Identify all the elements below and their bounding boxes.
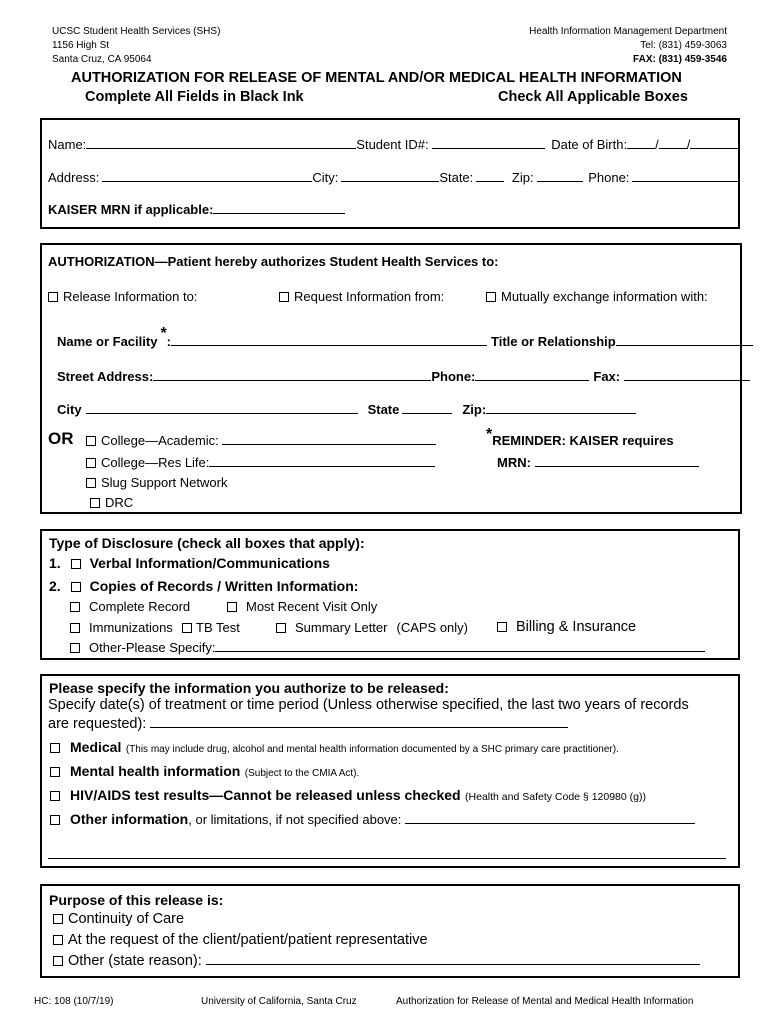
hiv-checkbox[interactable] xyxy=(50,791,60,801)
hiv-option[interactable] xyxy=(50,787,646,805)
continuity-option[interactable] xyxy=(53,911,184,927)
name-facility-label: Name or Facility xyxy=(57,334,158,349)
facility-phone-field[interactable] xyxy=(475,379,589,381)
disclosure-verbal-row[interactable] xyxy=(49,555,330,571)
footer-doc-title: Authorization for Release of Mental and Medical Health Information xyxy=(396,996,694,1007)
other-info-rest: , or limitations, if not specified above: xyxy=(188,812,402,827)
reminder-asterisk: * xyxy=(486,426,493,443)
purpose-heading: Purpose of this release is: xyxy=(49,892,224,908)
dob-separator: / xyxy=(686,137,691,152)
footer-university: University of California, Santa Cruz xyxy=(201,996,357,1007)
kaiser-reminder xyxy=(486,426,674,450)
mutual-checkbox[interactable] xyxy=(486,292,496,302)
colon: : xyxy=(166,334,172,349)
facility-zip-label: Zip: xyxy=(462,402,487,417)
kaiser-mrn-label: KAISER MRN if applicable: xyxy=(48,202,214,217)
continuity-checkbox[interactable] xyxy=(53,914,63,924)
other-specify-option[interactable] xyxy=(70,640,705,655)
subtitle-ink: Complete All Fields in Black Ink xyxy=(85,89,304,105)
dob-day-field[interactable] xyxy=(659,147,687,149)
continuity-label: Continuity of Care xyxy=(68,911,185,927)
college-res-label: College—Res Life: xyxy=(101,455,210,470)
option-college-academic[interactable] xyxy=(86,433,436,448)
recent-visit-label: Most Recent Visit Only xyxy=(246,599,378,614)
tb-test-label: TB Test xyxy=(196,620,240,635)
title-relationship-field[interactable] xyxy=(616,344,753,346)
dob-label: Date of Birth: xyxy=(551,137,628,152)
asterisk-mark: * xyxy=(160,325,167,342)
facility-state-label: State xyxy=(367,402,400,417)
medical-option[interactable] xyxy=(50,739,619,757)
phone-field[interactable] xyxy=(632,180,738,182)
authorization-heading-label: AUTHORIZATION xyxy=(48,254,155,269)
billing-label: Billing & Insurance xyxy=(516,619,637,635)
state-label: State: xyxy=(439,170,474,185)
drc-checkbox[interactable] xyxy=(90,498,100,508)
reminder-mrn-label: MRN: xyxy=(497,455,531,470)
copies-label: Copies of Records / Written Information: xyxy=(89,578,359,594)
hiv-note: (Health and Safety Code § 120980 (g)) xyxy=(465,791,646,803)
specify-heading: Please specify the information you authorize to be released: xyxy=(49,680,449,696)
street-field[interactable] xyxy=(153,379,431,381)
option-drc[interactable] xyxy=(90,495,133,510)
request-checkbox[interactable] xyxy=(279,292,289,302)
facility-city-field[interactable] xyxy=(86,412,358,414)
other-specify-checkbox[interactable] xyxy=(70,643,80,653)
reminder-text: REMINDER: KAISER requires xyxy=(492,433,674,448)
or-label: OR xyxy=(48,429,74,448)
other-info-label: Other information xyxy=(70,811,189,827)
option-request[interactable] xyxy=(279,289,444,304)
college-academic-field[interactable] xyxy=(222,443,436,445)
address-label: Address: xyxy=(48,170,100,185)
authorization-heading-rest: —Patient hereby authorizes Student Health Services to: xyxy=(154,254,499,269)
facility-fax-field[interactable] xyxy=(624,379,750,381)
college-academic-checkbox[interactable] xyxy=(86,436,96,446)
facility-city-label: City xyxy=(57,402,82,417)
release-checkbox[interactable] xyxy=(48,292,58,302)
hiv-label: HIV/AIDS test results—Cannot be released unless checked xyxy=(70,787,461,803)
client-request-option[interactable] xyxy=(53,932,428,948)
billing-option[interactable] xyxy=(497,619,636,635)
other-specify-label: Other-Please Specify: xyxy=(89,640,216,655)
reminder-mrn-row xyxy=(497,455,699,470)
option-release[interactable] xyxy=(48,289,197,304)
complete-record-option[interactable] xyxy=(70,599,190,614)
verbal-checkbox[interactable] xyxy=(71,559,81,569)
state-field[interactable] xyxy=(476,180,504,182)
header-city: Santa Cruz, CA 95064 xyxy=(52,54,152,65)
dob-year-field[interactable] xyxy=(690,147,740,149)
tb-test-checkbox[interactable] xyxy=(182,623,192,633)
street-label: Street Address: xyxy=(57,369,154,384)
zip-label: Zip: xyxy=(511,170,534,185)
drc-label: DRC xyxy=(105,495,134,510)
address-field[interactable] xyxy=(102,180,312,182)
footer-form-id: HC: 108 (10/7/19) xyxy=(34,996,114,1007)
recent-visit-checkbox[interactable] xyxy=(227,602,237,612)
slug-support-checkbox[interactable] xyxy=(86,478,96,488)
complete-record-label: Complete Record xyxy=(89,599,191,614)
other-info-option[interactable] xyxy=(50,811,695,829)
name-facility-field[interactable] xyxy=(171,344,487,346)
recent-visit-option[interactable] xyxy=(227,599,377,614)
name-label: Name: xyxy=(48,137,87,152)
title-relationship-label: Title or Relationship xyxy=(491,334,616,349)
mental-label: Mental health information xyxy=(70,763,241,779)
verbal-label: Verbal Information/Communications xyxy=(89,555,330,571)
other-info-checkbox[interactable] xyxy=(50,815,60,825)
medical-checkbox[interactable] xyxy=(50,743,60,753)
student-id-label: Student ID#: xyxy=(356,137,429,152)
option-college-res[interactable] xyxy=(86,455,435,470)
facility-phone-label: Phone: xyxy=(431,369,476,384)
student-id-field[interactable] xyxy=(432,147,545,149)
city-label: City: xyxy=(312,170,339,185)
summary-letter-option[interactable] xyxy=(276,620,468,635)
request-label: Request Information from: xyxy=(294,289,445,304)
client-request-checkbox[interactable] xyxy=(53,935,63,945)
num-2: 2. xyxy=(49,578,61,594)
slug-support-label: Slug Support Network xyxy=(101,475,228,490)
immunizations-checkbox[interactable] xyxy=(70,623,80,633)
facility-zip-field[interactable] xyxy=(486,412,636,414)
option-mutual[interactable] xyxy=(486,289,708,304)
authorization-heading xyxy=(48,254,499,269)
mental-option[interactable] xyxy=(50,763,359,781)
phone-label: Phone: xyxy=(588,170,630,185)
other-reason-field[interactable] xyxy=(206,963,700,965)
period-label: are requested): xyxy=(48,716,147,732)
college-academic-label: College—Academic: xyxy=(101,433,219,448)
specify-period-line2 xyxy=(48,716,568,732)
page-title: AUTHORIZATION FOR RELEASE OF MENTAL AND/OR MEDICAL HEALTH INFORMATION xyxy=(71,70,682,86)
immunizations-option[interactable] xyxy=(70,620,173,635)
release-label: Release Information to: xyxy=(63,289,198,304)
other-specify-field[interactable] xyxy=(215,650,705,652)
billing-checkbox[interactable] xyxy=(497,622,507,632)
tb-test-option[interactable] xyxy=(182,620,240,635)
specify-period-line1: Specify date(s) of treatment or time period (Unless otherwise specified, the last two years of records xyxy=(48,697,689,713)
mutual-label: Mutually exchange information with: xyxy=(501,289,708,304)
disclosure-heading: Type of Disclosure (check all boxes that apply): xyxy=(49,535,365,551)
patient-row-2 xyxy=(48,170,738,185)
complete-record-checkbox[interactable] xyxy=(70,602,80,612)
street-row xyxy=(57,369,750,384)
mental-note: (Subject to the CMIA Act). xyxy=(244,768,360,779)
immunizations-label: Immunizations xyxy=(89,620,173,635)
header-street: 1156 High St xyxy=(52,40,110,51)
option-slug-support[interactable] xyxy=(86,475,227,490)
college-res-checkbox[interactable] xyxy=(86,458,96,468)
period-field[interactable] xyxy=(150,726,568,728)
other-info-field[interactable] xyxy=(405,822,695,824)
other-reason-option[interactable] xyxy=(53,953,700,969)
other-reason-label: Other (state reason): xyxy=(68,953,202,969)
header-department: Health Information Management Department xyxy=(529,26,727,37)
city-row xyxy=(57,402,636,417)
header-fax: FAX: (831) 459-3546 xyxy=(633,54,727,65)
mental-checkbox[interactable] xyxy=(50,767,60,777)
reminder-mrn-field[interactable] xyxy=(535,465,699,467)
facility-fax-label: Fax: xyxy=(593,369,621,384)
facility-row xyxy=(57,325,753,351)
name-field[interactable] xyxy=(86,147,356,149)
dob-separator: / xyxy=(655,137,659,152)
client-request-label: At the request of the client/patient/patient representative xyxy=(68,932,428,948)
kaiser-row xyxy=(48,202,345,217)
patient-row-1 xyxy=(48,137,740,152)
disclosure-copies-row[interactable] xyxy=(49,578,358,594)
summary-letter-label: Summary Letter xyxy=(295,620,388,635)
facility-state-field[interactable] xyxy=(402,412,452,414)
num-1: 1. xyxy=(49,555,61,571)
subtitle-check: Check All Applicable Boxes xyxy=(498,89,688,105)
summary-letter-checkbox[interactable] xyxy=(276,623,286,633)
copies-checkbox[interactable] xyxy=(71,582,81,592)
dob-month-field[interactable] xyxy=(627,147,655,149)
header-org-name: UCSC Student Health Services (SHS) xyxy=(52,26,221,37)
medical-note: (This may include drug, alcohol and mental health information documented by a SHC primary care practitioner). xyxy=(125,744,619,755)
college-res-field[interactable] xyxy=(209,465,435,467)
header-tel: Tel: (831) 459-3063 xyxy=(640,40,727,51)
other-info-field-line2[interactable] xyxy=(48,858,726,859)
kaiser-mrn-field[interactable] xyxy=(213,212,345,214)
city-field[interactable] xyxy=(341,180,439,182)
caps-only-label: (CAPS only) xyxy=(396,620,469,635)
medical-label: Medical xyxy=(70,739,122,755)
zip-field[interactable] xyxy=(537,180,583,182)
other-reason-checkbox[interactable] xyxy=(53,956,63,966)
